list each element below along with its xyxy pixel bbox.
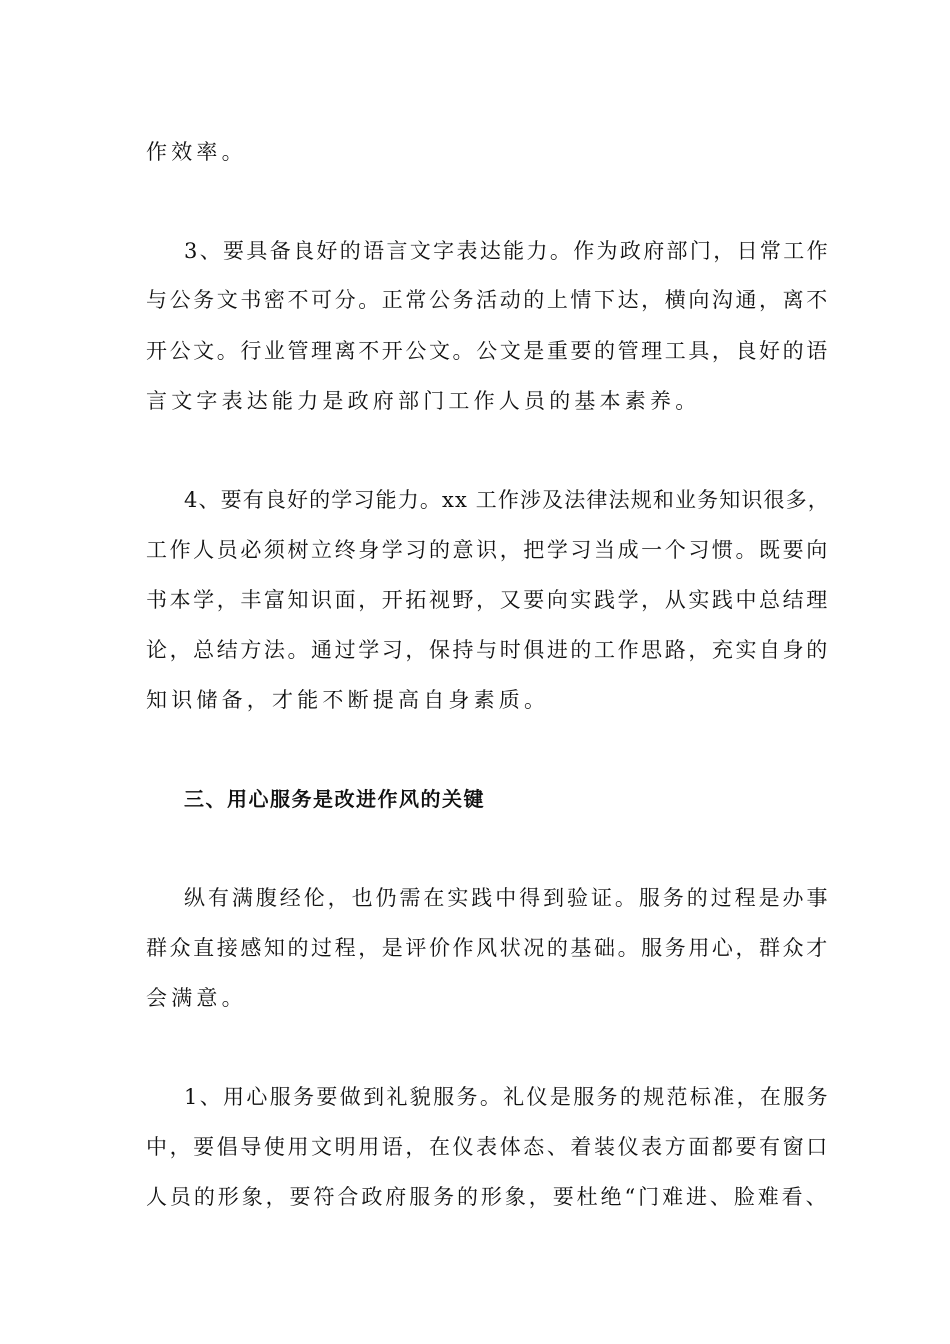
paragraph-line: 群众直接感知的过程，是评价作风状况的基础。服务用心，群众才 — [146, 936, 830, 960]
paragraph-line: 开公文。行业管理离不开公文。公文是重要的管理工具，良好的语 — [146, 339, 830, 363]
paragraph-line: 1、用心服务要做到礼貌服务。礼仪是服务的规范标准，在服务 — [184, 1085, 830, 1109]
paragraph-line: 中，要倡导使用文明用语，在仪表体态、着装仪表方面都要有窗口 — [146, 1135, 830, 1159]
paragraph-line: 论，总结方法。通过学习，保持与时俱进的工作思路，充实自身的 — [146, 638, 830, 662]
paragraph-line: 言文字表达能力是政府部门工作人员的基本素养。 — [146, 389, 701, 413]
paragraph-line: 知识储备，才能不断提高自身素质。 — [146, 688, 550, 712]
paragraph-line: 书本学，丰富知识面，开拓视野，又要向实践学，从实践中总结理 — [146, 588, 830, 612]
section-heading: 三、用心服务是改进作风的关键 — [184, 787, 485, 811]
paragraph-line: 4、要有良好的学习能力。xx 工作涉及法律法规和业务知识很多， — [184, 488, 830, 512]
paragraph-line: 与公务文书密不可分。正常公务活动的上情下达，横向沟通，离不 — [146, 288, 830, 312]
paragraph-line: 纵有满腹经伦，也仍需在实践中得到验证。服务的过程是办事 — [184, 886, 831, 910]
paragraph-line: 工作人员必须树立终身学习的意识，把学习当成一个习惯。既要向 — [146, 538, 830, 562]
paragraph-line: 人员的形象，要符合政府服务的形象，要杜绝“门难进、脸难看、 — [146, 1185, 830, 1209]
paragraph-line: 会满意。 — [146, 986, 247, 1010]
paragraph-line: 作效率。 — [146, 140, 247, 164]
paragraph-line: 3、要具备良好的语言文字表达能力。作为政府部门，日常工作 — [184, 239, 830, 263]
